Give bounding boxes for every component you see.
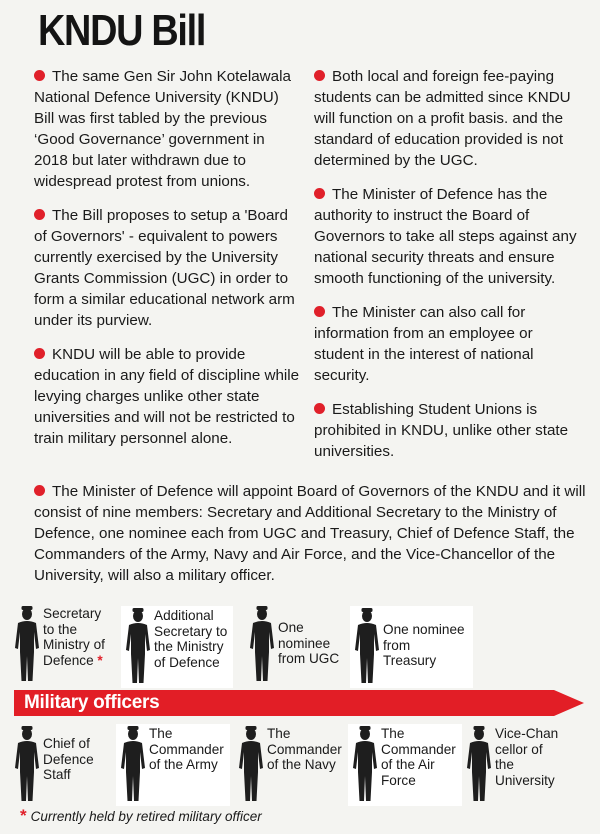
- right-column: [314, 66, 586, 475]
- bullet-paragraph: [34, 481, 594, 586]
- red-bullet-icon: [34, 209, 45, 220]
- member-label: Secretary to the Ministry of Defence: [43, 606, 105, 668]
- member-label: The Commander of the Navy: [267, 726, 342, 772]
- bullet-text: The Minister of Defence will appoint Board of Governors of the KNDU and it will consist of nine members: Secretary and Additional Secretary to the Ministry of Defence, one nominee each from UGC and Treasury, Chief of Defence Staff, the Commanders of the Army, Navy and Air Force, and the Vice-Chancellor of the University, will also a military officer.: [34, 483, 586, 584]
- member-label: One nominee from Treasury: [383, 622, 465, 668]
- bullet-text: KNDU will be able to provide education in any field of discipline while levying charges unlike other state universities and will not be restricted to train military personnel alone.: [34, 346, 300, 447]
- asterisk-icon: *: [97, 652, 103, 668]
- bullet-text: The Bill proposes to setup a 'Board of Governors' - equivalent to powers currently exercised by the University Grants Commission (UGC) in order to form a similar educational network arm under its purview.: [34, 207, 295, 329]
- bullet-paragraph: [34, 205, 302, 331]
- member-air-force-commander: [348, 724, 462, 806]
- person-silhouette-icon: [352, 726, 378, 802]
- member-additional-secretary: [121, 606, 233, 688]
- member-vice-chancellor: [466, 726, 558, 802]
- person-silhouette-icon: [466, 726, 492, 802]
- member-ugc-nominee: [249, 606, 339, 682]
- page-title: KNDU Bill: [38, 6, 206, 55]
- member-secretary: [14, 606, 105, 682]
- red-bullet-icon: [34, 70, 45, 81]
- member-navy-commander: [238, 726, 342, 802]
- red-bullet-icon: [314, 70, 325, 81]
- member-label: The Commander of the Air Force: [381, 726, 456, 788]
- person-silhouette-icon: [249, 606, 275, 682]
- person-silhouette-icon: [14, 606, 40, 682]
- board-composition-paragraph: [34, 481, 594, 599]
- bullet-paragraph: [314, 399, 586, 462]
- bullet-paragraph: [34, 344, 302, 449]
- bullet-text: Establishing Student Unions is prohibited in KNDU, unlike other state universities.: [314, 401, 569, 460]
- red-bullet-icon: [314, 188, 325, 199]
- person-silhouette-icon: [354, 608, 380, 684]
- red-bullet-icon: [34, 485, 45, 496]
- person-silhouette-icon: [238, 726, 264, 802]
- footnote: [20, 806, 262, 826]
- bullet-text: The same Gen Sir John Kotelawala National Defence University (KNDU) Bill was first tabled by the previous ‘Good Governance’ government in 2018 but later withdrawn due to widespread protest from unions.: [34, 68, 291, 190]
- bullet-paragraph: [34, 66, 302, 192]
- person-silhouette-icon: [14, 726, 40, 802]
- bullet-text: The Minister can also call for information from an employee or student in the interest of national security.: [314, 304, 534, 384]
- member-label: Vice-Chan cellor of the University: [495, 726, 559, 788]
- member-chief-of-defence-staff: [14, 726, 94, 802]
- military-officers-banner: [14, 690, 586, 716]
- bullet-text: Both local and foreign fee-paying students can be admitted since KNDU will function on a profit basis. and the standard of education provided is not determined by the UGC.: [314, 68, 571, 169]
- person-silhouette-icon: [120, 726, 146, 802]
- bullet-paragraph: [314, 184, 586, 289]
- member-label: Additional Secretary to the Ministry of Defence: [154, 608, 228, 670]
- bullet-paragraph: [314, 302, 586, 386]
- member-treasury-nominee: [350, 606, 473, 688]
- asterisk-icon: *: [20, 806, 27, 825]
- member-label: One nominee from UGC: [278, 620, 340, 666]
- red-bullet-icon: [34, 348, 45, 359]
- left-column: [34, 66, 302, 462]
- bullet-paragraph: [314, 66, 586, 171]
- arrow-right-icon: [554, 690, 584, 716]
- person-silhouette-icon: [125, 608, 151, 684]
- banner-label: Military officers: [24, 692, 160, 713]
- member-army-commander: [116, 724, 230, 806]
- bullet-text: The Minister of Defence has the authority to instruct the Board of Governors to take all steps against any national security threats and ensure smooth functioning of the university.: [314, 186, 577, 287]
- red-bullet-icon: [314, 403, 325, 414]
- footnote-text: Currently held by retired military officer: [30, 809, 262, 824]
- member-label: Chief of Defence Staff: [43, 736, 94, 782]
- red-bullet-icon: [314, 306, 325, 317]
- member-label: The Commander of the Army: [149, 726, 224, 772]
